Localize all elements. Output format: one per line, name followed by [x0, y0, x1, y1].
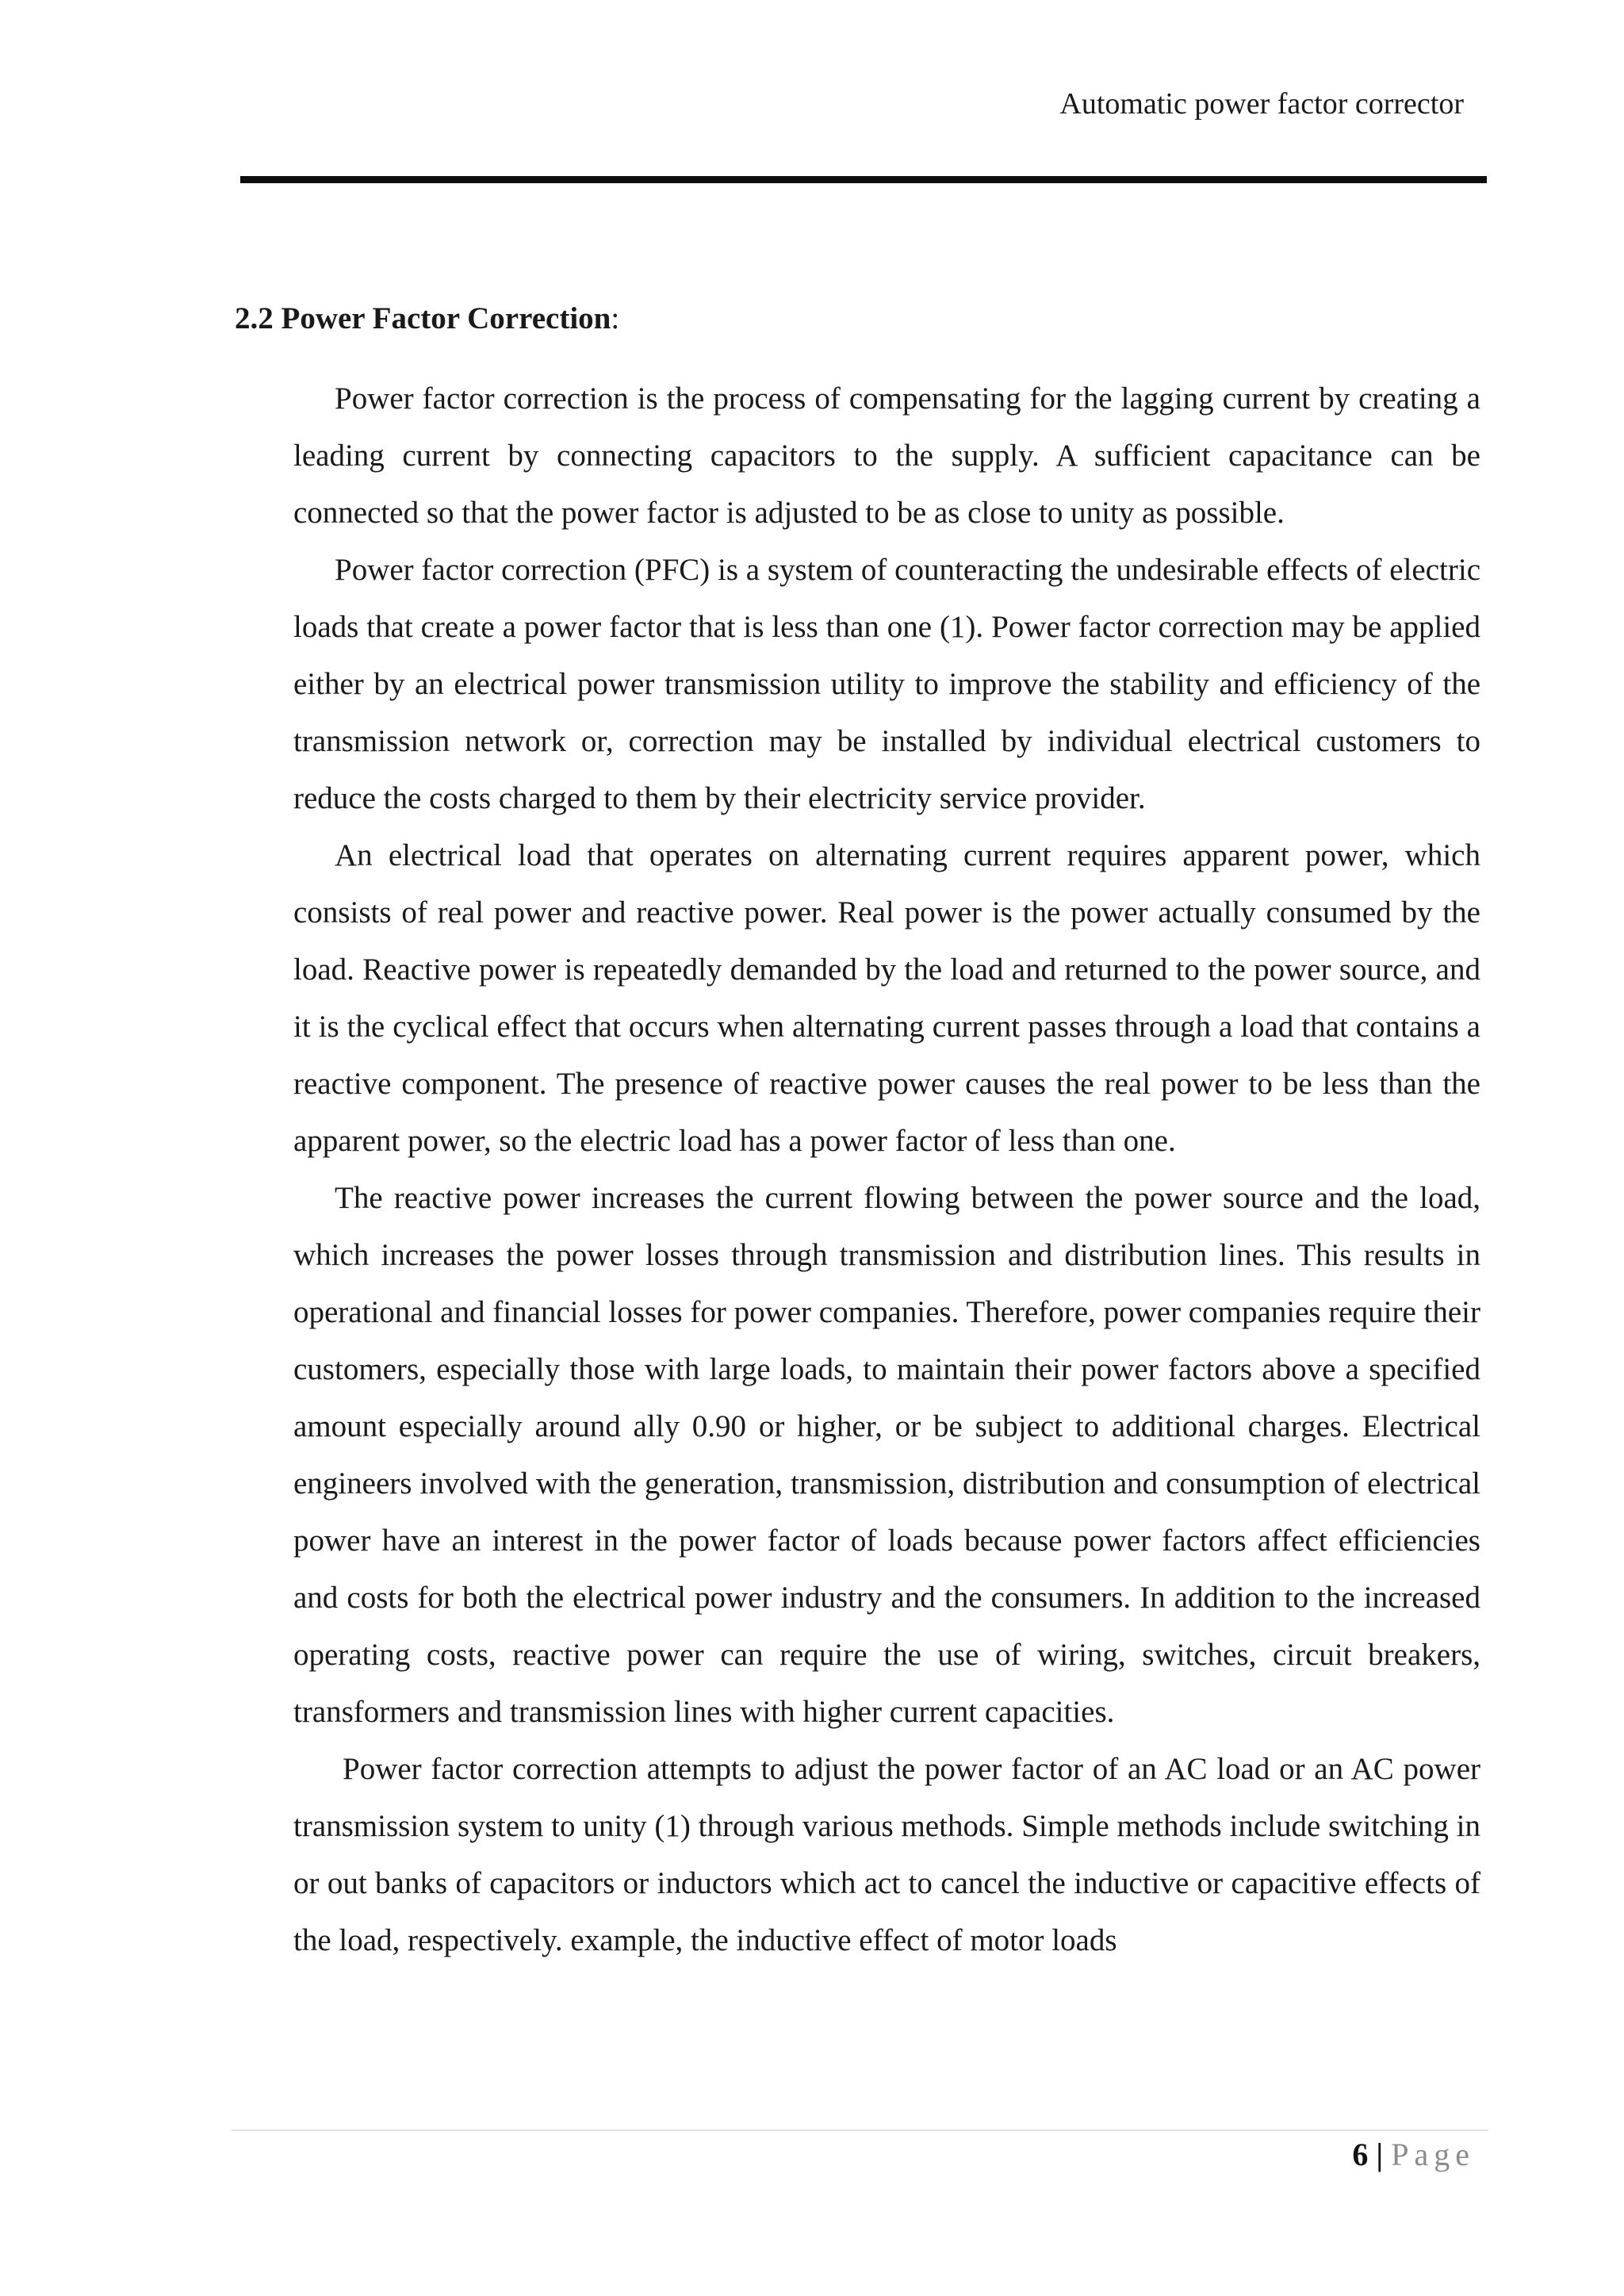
paragraph-5: Power factor correction attempts to adjust the power factor of an AC load or an AC power transmission system to unity (1) through various methods. Simple methods include switching in or out banks of capacitors or inductors which act to cancel the inductive or capacitive effects of the load, respectively. example, the inductive effect of motor loads [293, 1752, 1480, 1957]
page-number: 6 [1352, 2137, 1369, 2172]
page-separator: | [1376, 2137, 1384, 2172]
section-heading-title: 2.2 Power Factor Correction [235, 301, 611, 335]
section-heading [235, 303, 619, 334]
running-header-title: Automatic power factor corrector [1059, 87, 1464, 121]
page-number-footer [1352, 2139, 1475, 2171]
paragraph-3: An electrical load that operates on alternating current requires apparent power, which consists of real power and reactive power. Real power is the power actually consumed by the load. Reactive power is repeatedly demanded by the load and returned to the power source, and it is the cyclical effect that occurs when alternating current passes through a load that contains a reactive component. The presence of reactive power causes the real power to be less than the apparent power, so the electric load has a power factor of less than one. [293, 838, 1480, 1158]
paragraph-2: Power factor correction (PFC) is a system of counteracting the undesirable effects of electric loads that create a power factor that is less than one (1). Power factor correction may be applied either by an electrical power transmission utility to improve the stability and efficiency of the transmission network or, correction may be installed by individual electrical customers to reduce the costs charged to them by their electricity service provider. [293, 553, 1480, 815]
header-rule [240, 176, 1487, 183]
section-heading-colon: : [611, 301, 620, 335]
paragraph-1: Power factor correction is the process of compensating for the lagging current by creating a leading current by connecting capacitors to the supply. A sufficient capacitance can be connected so that the power factor is adjusted to be as close to unity as possible. [293, 381, 1480, 530]
paragraph-4: The reactive power increases the current flowing between the power source and the load, which increases the power losses through transmission and distribution lines. This results in operational and financial losses for power companies. Therefore, power companies require their customers, especially those with large loads, to maintain their power factors above a specified amount especially around ally 0.90 or higher, or be subject to additional charges. Electrical engineers involved with the generation, transmission, distribution and consumption of electrical power have an interest in the power factor of loads because power factors affect efficiencies and costs for both the electrical power industry and the consumers. In addition to the increased operating costs, reactive power can require the use of wiring, switches, circuit breakers, transformers and transmission lines with higher current capacities. [293, 1181, 1480, 1729]
footer-rule [232, 2129, 1488, 2131]
body-text [293, 370, 1480, 1969]
page-label: Page [1391, 2137, 1475, 2172]
